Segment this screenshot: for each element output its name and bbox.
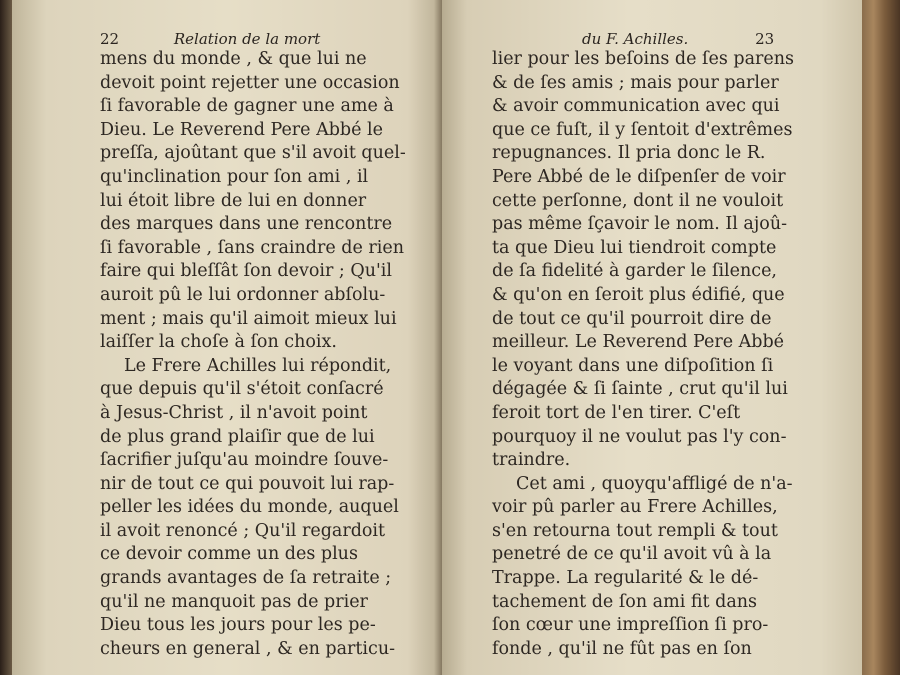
text-line: Le Frere Achilles lui répondit, [124,355,392,376]
right-page [442,0,862,675]
text-line: il avoit renoncé ; Qu'il regardoit [100,520,386,541]
right-running-head: du F. Achilles. [582,30,689,48]
text-line: grands avantages de ſa retraite ; [100,568,392,589]
text-line: ſi favorable , ſans craindre de rien [100,237,405,258]
left-page [12,0,442,675]
text-line: de tout ce qu'il pourroit dire de [492,308,772,329]
text-line: Dieu. Le Reverend Pere Abbé le [100,119,383,140]
right-page-header [582,30,774,48]
text-line: dégagée & ſi ſainte , crut qu'il lui [492,379,788,400]
left-running-head: Relation de la mort [173,30,321,48]
text-line: que ce fuſt, il y ſentoit d'extrêmes [492,119,793,140]
text-line: pourquoy il ne voulut pas l'y con- [492,426,787,447]
left-page-body [100,48,406,661]
text-line: ſacrifier juſqu'au moindre ſouve- [100,450,389,471]
text-line: penetré de ce qu'il avoit vû à la [492,544,772,565]
text-line: & avoir communication avec qui [492,96,780,117]
text-line: devoit point rejetter une occasion [100,72,400,93]
text-line: traindre. [492,450,571,471]
text-line: de plus grand plaiſir que de lui [100,426,375,447]
text-line: auroit pû le lui ordonner abſolu- [100,284,386,305]
text-line: ta que Dieu lui tiendroit compte [492,237,777,258]
text-line: à Jesus-Christ , il n'avoit point [100,402,368,423]
right-page-body [492,48,795,661]
text-line: s'en retourna tout rempli & tout [492,520,778,541]
left-page-number: 22 [100,30,120,48]
text-line: ment ; mais qu'il aimoit mieux lui [100,308,397,329]
text-line: peller les idées du monde, auquel [100,497,399,518]
right-page-number: 23 [755,30,775,48]
text-line: Trappe. La regularité & le dé- [492,568,759,589]
text-line: & de ſes amis ; mais pour parler [492,72,779,93]
text-line: fonde , qu'il ne fût pas en ſon [492,638,752,659]
text-line: ſi favorable de gagner une ame à [100,96,394,117]
text-line: ce devoir comme un des plus [100,544,358,565]
text-line: pas même ſçavoir le nom. Il ajoû- [492,214,787,235]
book-cover-left [0,0,12,675]
text-line: tachement de ſon ami fit dans [492,591,758,612]
text-line: preſſa, ajoûtant que s'il avoit quel- [100,143,406,164]
text-line: nir de tout ce qui pouvoit lui rap- [100,473,395,494]
text-line: faire qui bleſſât ſon devoir ; Qu'il [100,261,392,282]
text-line: qu'inclination pour ſon ami , il [100,166,369,187]
text-line: que depuis qu'il s'étoit conſacré [100,379,384,400]
text-line: le voyant dans une diſpoſition ſi [492,355,774,376]
text-line: voir pû parler au Frere Achilles, [492,497,778,518]
text-line: repugnances. Il pria donc le R. [492,143,766,164]
text-line: ſon cœur une impreſſion ſi pro- [492,615,769,636]
text-line: lier pour les beſoins de ſes parens [492,49,795,69]
text-line: mens du monde , & que lui ne [100,49,367,69]
left-page-header [100,30,320,48]
text-line: Dieu tous les jours pour les pe- [100,615,376,636]
book-page-edges [862,0,900,675]
text-line: laiſſer la choſe à ſon choix. [100,332,337,353]
text-line: & qu'on en ſeroit plus édifié, que [492,284,785,305]
text-line: meilleur. Le Reverend Pere Abbé [492,332,785,353]
text-line: cette perſonne, dont il ne vouloit [492,190,784,211]
text-line: de ſa fidelité à garder le ſilence, [492,261,777,282]
text-line: des marques dans une rencontre [100,214,393,235]
text-line: Cet ami , quoyqu'affligé de n'a- [516,473,793,494]
text-line: qu'il ne manquoit pas de prier [100,591,368,612]
text-line: feroit tort de l'en tirer. C'eſt [492,402,741,423]
text-line: cheurs en general , & en particu- [100,638,396,659]
text-line: lui étoit libre de lui en donner [100,190,367,211]
text-line: Pere Abbé de le diſpenſer de voir [492,166,786,187]
